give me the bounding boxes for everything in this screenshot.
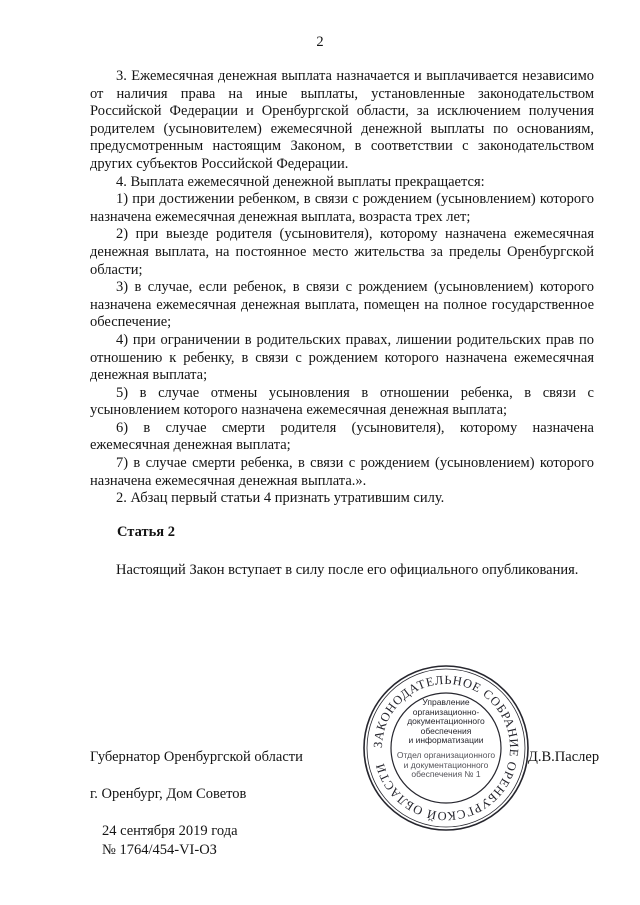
law-number: № 1764/454-VI-ОЗ bbox=[102, 842, 217, 858]
seal-line-2: организационно- bbox=[412, 706, 480, 717]
seal-line-6: Отдел организационного bbox=[396, 749, 496, 760]
official-seal bbox=[360, 662, 532, 834]
list-item-4: 4) при ограничении в родительских правах, лишении родительских прав по отношению к ребенку, в связи с рождением которого назначена ежемесячная денежная выплата; bbox=[90, 331, 594, 384]
paragraph-4: 4. Выплата ежемесячной денежной выплаты прекращается: bbox=[116, 173, 485, 190]
signatory-name: Д.В.Паслер bbox=[528, 749, 600, 765]
seal-line-4: обеспечения bbox=[420, 725, 472, 736]
body-text bbox=[90, 68, 594, 508]
paragraph-3: 3. Ежемесячная денежная выплата назначается и выплачивается независимо от наличия права на иные выплаты, установленные законодательством Российской Федерации и Оренбургской области, за исключением получения родителем (усыновителем) ежемесячной денежной выплаты по основаниям, предусмотренным настоящим Законом, в соответствии с законодательством других субъектов Российской Федерации. bbox=[90, 68, 594, 172]
seal-line-7: и документационного bbox=[403, 759, 489, 770]
list-item-3: 3) в случае, если ребенок, в связи с рождением (усыновлением) которого назначена ежемесячная денежная выплата, помещен на полное государственное обеспечение; bbox=[90, 279, 594, 331]
seal-line-5: и информатизации bbox=[408, 735, 484, 746]
seal-line-3: документационного bbox=[407, 716, 485, 727]
list-item-1: 1) при достижении ребенком, в связи с рождением (усыновлением) которого назначена ежемесячная денежная выплата, возраста трех лет; bbox=[90, 191, 594, 225]
signing-date: 24 сентября 2019 года bbox=[102, 823, 238, 839]
list-item-2: 2) при выезде родителя (усыновителя), которому назначена ежемесячная денежная выплата, на постоянное место жительства за пределы Оренбургской области; bbox=[90, 226, 594, 278]
list-item-6: 6) в случае смерти родителя (усыновителя), которому назначена ежемесячная денежная выплата; bbox=[90, 419, 594, 454]
article-text: Настоящий Закон вступает в силу после его официального опубликования. bbox=[116, 562, 579, 578]
paragraph-abzac: 2. Абзац первый статьи 4 признать утратившим силу. bbox=[116, 490, 445, 507]
signatory-position: Губернатор Оренбургской области bbox=[90, 749, 303, 765]
article-heading: Статья 2 bbox=[117, 524, 175, 540]
signing-place: г. Оренбург, Дом Советов bbox=[90, 786, 247, 802]
seal-center bbox=[394, 698, 498, 780]
seal-ring-textpath: ЗАКОНОДАТЕЛЬНОЕ СОБРАНИЕ ОРЕНБУРГСКОЙ ОБЛАСТИ bbox=[370, 672, 522, 824]
seal-line-8: обеспечения № 1 bbox=[411, 769, 481, 780]
list-item-5: 5) в случае отмены усыновления в отношении ребенка, в связи с усыновлением которого назначена ежемесячная денежная выплата; bbox=[90, 384, 594, 419]
seal-line-1: Управление bbox=[422, 697, 470, 707]
page-number: 2 bbox=[316, 34, 324, 50]
list-item-7: 7) в случае смерти ребенка, в связи с рождением (усыновлением) которого назначена ежемесячная денежная выплата.». bbox=[90, 455, 594, 489]
